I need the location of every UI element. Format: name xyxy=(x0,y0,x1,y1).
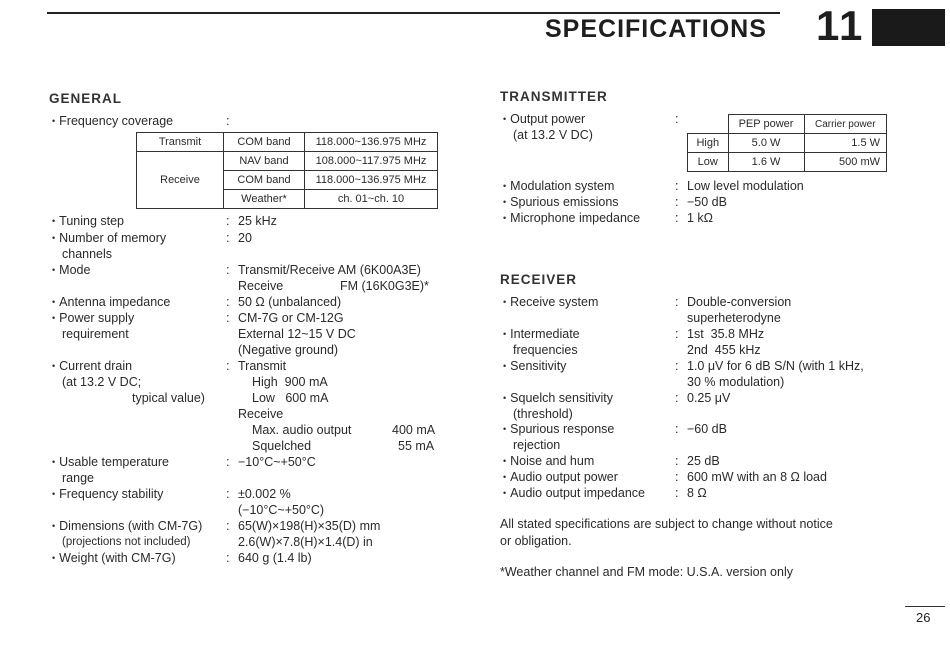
mode-label: • Mode xyxy=(52,262,90,279)
sq-value: 0.25 μV xyxy=(687,391,731,405)
weight-label: • Weight (with CM-7G) xyxy=(52,550,176,567)
drain-label-3: typical value) xyxy=(132,391,205,405)
cell-high-pep: 5.0 W xyxy=(728,134,804,153)
audio-label: • Audio output power xyxy=(503,469,618,486)
page-number: 26 xyxy=(916,610,931,625)
stab-colon: : xyxy=(226,487,230,501)
tx-spur-value: −50 dB xyxy=(687,195,727,209)
tuning-colon: : xyxy=(226,214,230,228)
cell-rx-com-range: 118.000~136.975 MHz xyxy=(305,171,438,190)
mode-line-2a: Receive xyxy=(238,279,284,293)
temp-colon: : xyxy=(226,455,230,469)
rx-system-value-2: superheterodyne xyxy=(687,311,781,325)
stab-value-2: (−10°C~+50°C) xyxy=(238,503,325,517)
temp-value: −10°C~+50°C xyxy=(238,455,316,469)
chapter-tab-notch xyxy=(872,3,945,9)
output-colon: : xyxy=(675,112,679,126)
if-label-2: frequencies xyxy=(513,343,578,357)
if-colon: : xyxy=(675,327,679,341)
dim-value-2: 2.6(W)×7.8(H)×1.4(D) in xyxy=(238,535,373,549)
rx-system-label: • Receive system xyxy=(503,294,598,311)
chapter-tab xyxy=(872,3,945,46)
mode-line-2b: FM (16K0G3E)* xyxy=(340,279,429,293)
mode-colon: : xyxy=(226,263,230,277)
sens-colon: : xyxy=(675,359,679,373)
cell-pep-header: PEP power xyxy=(728,115,804,134)
sens-value-1: 1.0 μV for 6 dB S/N (with 1 kHz, xyxy=(687,359,864,373)
cell-tx-com-band: COM band xyxy=(224,133,305,152)
antenna-label: • Antenna impedance xyxy=(52,294,170,311)
drain-max-label: Max. audio output xyxy=(252,423,352,437)
if-value-1: 1st 35.8 MHz xyxy=(687,327,765,341)
drain-max-value: 400 mA xyxy=(392,423,436,437)
stab-label: • Frequency stability xyxy=(52,486,163,503)
antenna-value: 50 Ω (unbalanced) xyxy=(238,295,342,309)
change-notice-2: or obligation. xyxy=(500,534,572,548)
cell-tx-com-range: 118.000~136.975 MHz xyxy=(305,133,438,152)
dim-label-2: (projections not included) xyxy=(62,536,191,548)
mic-value: 1 kΩ xyxy=(687,211,714,225)
cell-weather: Weather* xyxy=(224,190,305,209)
if-label: • Intermediate xyxy=(503,326,580,343)
antenna-colon: : xyxy=(226,295,230,309)
tx-spur-label: • Spurious emissions xyxy=(503,194,619,211)
mod-label: • Modulation system xyxy=(503,178,614,195)
cell-high: High xyxy=(688,134,729,153)
weight-colon: : xyxy=(226,551,230,565)
power-line-2: External 12~15 V DC xyxy=(238,327,356,341)
transmitter-heading: TRANSMITTER xyxy=(500,89,608,104)
noise-colon: : xyxy=(675,454,679,468)
tuning-label: • Tuning step xyxy=(52,213,124,230)
rx-spur-label: • Spurious response xyxy=(503,421,614,438)
power-line-1: CM-7G or CM-12G xyxy=(238,311,344,325)
header-rule xyxy=(47,12,780,14)
audio-colon: : xyxy=(675,470,679,484)
stab-value-1: ±0.002 % xyxy=(238,487,291,501)
dim-label: • Dimensions (with CM-7G) xyxy=(52,518,202,535)
cell-low-pep: 1.6 W xyxy=(728,153,804,172)
rx-spur-value: −60 dB xyxy=(687,422,727,436)
tx-spur-colon: : xyxy=(675,195,679,209)
cell-weather-range: ch. 01~ch. 10 xyxy=(305,190,438,209)
cell-receive: Receive xyxy=(137,152,224,209)
chapter-number: 11 xyxy=(816,2,865,49)
cell-blank xyxy=(688,115,729,134)
sq-label: • Squelch sensitivity xyxy=(503,390,613,407)
cell-low-carrier: 500 mW xyxy=(804,153,886,172)
rx-system-value-1: Double-conversion xyxy=(687,295,792,309)
power-colon: : xyxy=(226,311,230,325)
drain-transmit: Transmit xyxy=(238,359,287,373)
temp-label: • Usable temperature xyxy=(52,454,169,471)
output-label: • Output power xyxy=(503,111,585,128)
rx-system-colon: : xyxy=(675,295,679,309)
power-label-2: requirement xyxy=(62,327,129,341)
dim-value-1: 65(W)×198(H)×35(D) mm xyxy=(238,519,381,533)
noise-value: 25 dB xyxy=(687,454,720,468)
drain-high: High 900 mA xyxy=(252,375,328,389)
change-notice-1: All stated specifications are subject to change without notice xyxy=(500,517,833,531)
cell-nav-range: 108.000~117.975 MHz xyxy=(305,152,438,171)
drain-colon: : xyxy=(226,359,230,373)
imp-colon: : xyxy=(675,486,679,500)
mode-line-1: Transmit/Receive AM (6K00A3E) xyxy=(238,263,421,277)
drain-label: • Current drain xyxy=(52,358,132,375)
cell-rx-com-band: COM band xyxy=(224,171,305,190)
sq-label-2: (threshold) xyxy=(513,407,573,421)
drain-label-2: (at 13.2 V DC; xyxy=(62,375,142,389)
mod-value: Low level modulation xyxy=(687,179,804,193)
dim-colon: : xyxy=(226,519,230,533)
drain-low: Low 600 mA xyxy=(252,391,329,405)
rx-spur-label-2: rejection xyxy=(513,438,561,452)
sens-label: • Sensitivity xyxy=(503,358,566,375)
drain-sq-value: 55 mA xyxy=(398,439,435,453)
page-number-rule xyxy=(905,606,945,607)
rx-spur-colon: : xyxy=(675,422,679,436)
freq-label: • Frequency coverage xyxy=(52,113,173,130)
power-label: • Power supply xyxy=(52,310,134,327)
if-value-2: 2nd 455 kHz xyxy=(687,343,761,357)
sq-colon: : xyxy=(675,391,679,405)
weather-footnote: *Weather channel and FM mode: U.S.A. version only xyxy=(500,565,793,579)
drain-sq-label: Squelched xyxy=(252,439,312,453)
weight-value: 640 g (1.4 lb) xyxy=(238,551,312,565)
memory-colon: : xyxy=(226,231,230,245)
cell-high-carrier: 1.5 W xyxy=(804,134,886,153)
audio-value: 600 mW with an 8 Ω load xyxy=(687,470,827,484)
output-label-2: (at 13.2 V DC) xyxy=(513,128,593,142)
memory-value: 20 xyxy=(238,231,252,245)
receiver-heading: RECEIVER xyxy=(500,272,578,287)
drain-receive: Receive xyxy=(238,407,284,421)
tuning-value: 25 kHz xyxy=(238,214,277,228)
mic-colon: : xyxy=(675,211,679,225)
imp-value: 8 Ω xyxy=(687,486,707,500)
temp-label-2: range xyxy=(62,471,94,485)
output-power-table xyxy=(687,114,887,172)
memory-label-2: channels xyxy=(62,247,113,261)
mod-colon: : xyxy=(675,179,679,193)
mic-label: • Microphone impedance xyxy=(503,210,640,227)
cell-nav-band: NAV band xyxy=(224,152,305,171)
cell-carrier-header: Carrier power xyxy=(804,115,886,134)
sens-value-2: 30 % modulation) xyxy=(687,375,785,389)
general-heading: GENERAL xyxy=(49,91,123,106)
imp-label: • Audio output impedance xyxy=(503,485,645,502)
frequency-table xyxy=(136,132,438,209)
noise-label: • Noise and hum xyxy=(503,453,594,470)
memory-label: • Number of memory xyxy=(52,230,166,247)
cell-transmit: Transmit xyxy=(137,133,224,152)
freq-colon: : xyxy=(226,114,230,128)
page-title: SPECIFICATIONS xyxy=(545,15,767,43)
cell-low: Low xyxy=(688,153,729,172)
power-line-3: (Negative ground) xyxy=(238,343,339,357)
